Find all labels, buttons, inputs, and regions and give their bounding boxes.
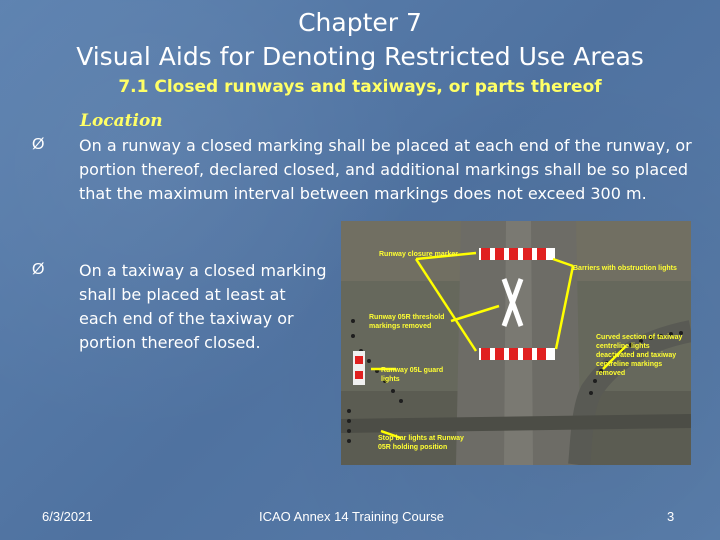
footer-page-number: 3 [667, 509, 675, 524]
bullet-text-taxiway: On a taxiway a closed marking shall be placed at least at each end of the taxiway or portion thereof closed. [79, 261, 327, 352]
arrow-bullet-icon: Ø [32, 136, 45, 153]
slide-title-line-1: Chapter 7 [298, 8, 422, 37]
runway-closure-photo [341, 221, 691, 465]
label-barriers: Barriers with obstruction lights [573, 265, 677, 272]
section-heading: Location [80, 111, 163, 131]
label-curved-section: Curved section of taxiway centreline lights deactivated and taxiway centreline markings removed [596, 334, 683, 377]
slide-title-line-2: Visual Aids for Denoting Restricted Use Areas [76, 42, 644, 71]
barrier-bottom [479, 348, 555, 360]
bullet-text-runway: On a runway a closed marking shall be placed at each end of the runway, or portion thereof, declared closed, and additional markings shall be so placed that the maximum interval between markings does not exceed 300 m. [79, 136, 692, 203]
barrier-top [479, 248, 555, 260]
arrow-bullet-icon: Ø [32, 261, 45, 278]
slide-subtitle: 7.1 Closed runways and taxiways, or parts thereof [118, 77, 602, 97]
label-guard-lights: Runway 05L guard lights [381, 367, 444, 383]
footer-date: 6/3/2021 [42, 509, 93, 524]
label-stop-bar: Stop bar lights at Runway 05R holding position [378, 435, 464, 451]
label-runway-closure-marker: Runway closure marker [379, 251, 458, 258]
label-threshold-removed: Runway 05R threshold markings removed [369, 314, 445, 330]
footer-course: ICAO Annex 14 Training Course [259, 509, 444, 524]
